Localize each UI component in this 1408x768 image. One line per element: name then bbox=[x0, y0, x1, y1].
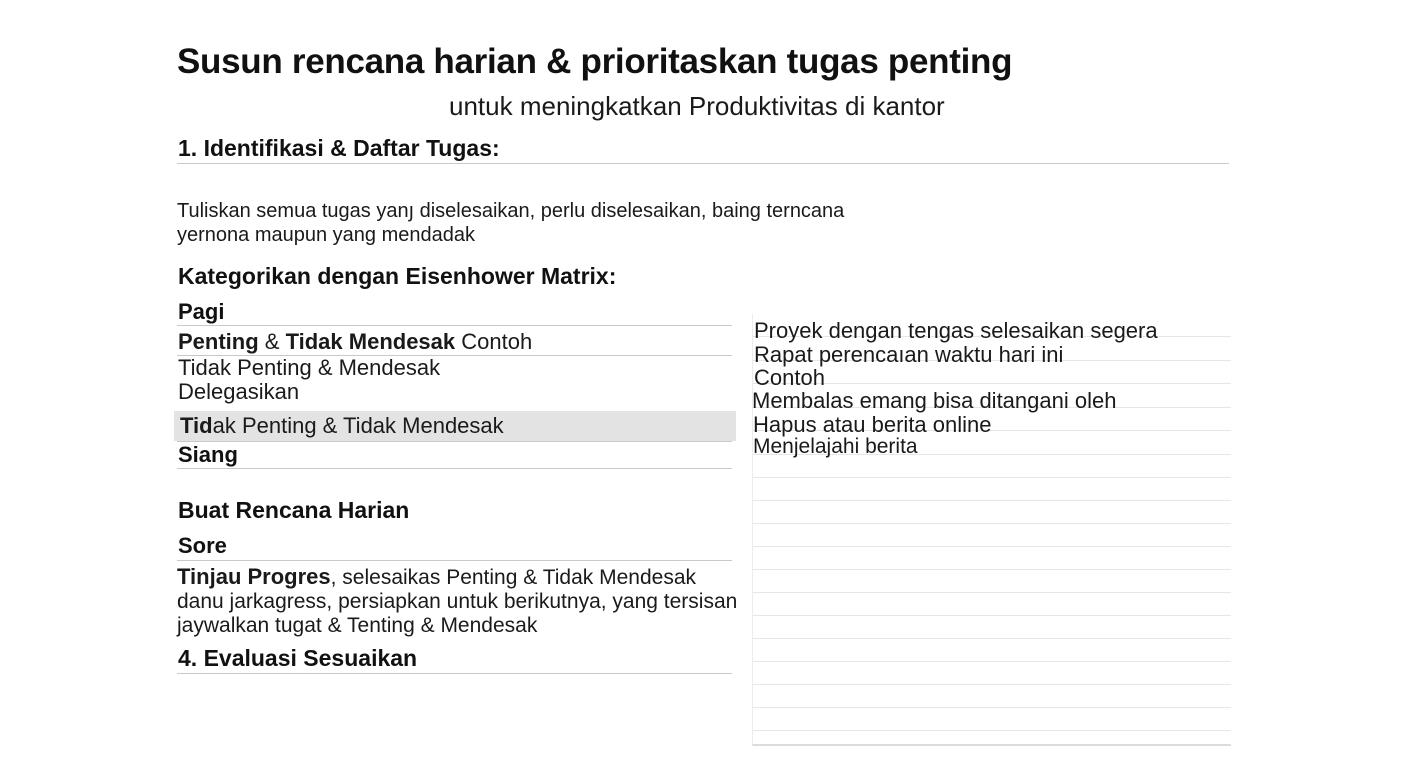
plan-heading: Buat Rencana Harian bbox=[178, 497, 410, 523]
section-4-heading: 4. Evaluasi Sesuaikan bbox=[178, 645, 418, 671]
panel-note-6: Menjelajahi berita bbox=[753, 435, 918, 458]
panel-rule bbox=[753, 730, 1231, 731]
panel-note-3: Contoh bbox=[754, 365, 825, 390]
matrix-row-3-rest: ak Penting & Tidak Mendesak bbox=[212, 413, 504, 438]
plan-line-1-bold: Tinjau Progres bbox=[177, 564, 331, 589]
matrix-row-tidak-penting-tidak-mendesak bbox=[180, 414, 504, 438]
panel-rule bbox=[753, 684, 1231, 685]
section-1-heading: 1. Identifikasi & Daftar Tugas: bbox=[178, 135, 500, 161]
panel-rule bbox=[753, 500, 1231, 501]
panel-rule bbox=[753, 661, 1231, 662]
matrix-divider-3 bbox=[177, 441, 732, 442]
time-label-sore: Sore bbox=[178, 533, 227, 558]
panel-rule bbox=[753, 592, 1231, 593]
plan-line-2: danu jarkagress, persiapkan untuk berikutnya, yang tersisan bbox=[177, 590, 738, 613]
plan-line-1-rest: , selesaikas Penting & Tidak Mendesak bbox=[330, 566, 697, 589]
plan-line-3: jaywalkan tugat & Tenting & Mendesak bbox=[177, 614, 538, 637]
matrix-heading: Kategorikan dengan Eisenhower Matrix: bbox=[178, 263, 617, 289]
matrix-row-1-bold: Penting bbox=[178, 329, 259, 354]
time-label-pagi: Pagi bbox=[178, 299, 225, 324]
panel-note-4: Membalas emang bisa ditangani oleh bbox=[752, 388, 1117, 413]
matrix-row-2-line-1: Tidak Penting & Mendesak bbox=[178, 355, 441, 380]
panel-rule bbox=[753, 707, 1231, 708]
matrix-row-2-line-2: Delegasikan bbox=[178, 379, 300, 404]
matrix-row-1-bold-2: Tidak Mendesak bbox=[285, 329, 456, 354]
matrix-row-1-amp: & bbox=[258, 329, 286, 354]
panel-rule bbox=[753, 546, 1231, 547]
panel-rule bbox=[753, 477, 1231, 478]
panel-note-2: Rapat perencaıan waktu hari ini bbox=[754, 342, 1064, 367]
panel-rule bbox=[753, 638, 1231, 639]
section-1-desc-line-1: Tuliskan semua tugas yanյ diselesaikan, perlu diselesaikan, baing terncana bbox=[177, 200, 845, 222]
panel-note-1: Proyek dengan tengas selesaikan segera bbox=[754, 318, 1158, 343]
page-subtitle: untuk meningkatkan Produktivitas di kantor bbox=[449, 91, 945, 121]
time-label-siang: Siang bbox=[178, 442, 238, 467]
section-4-divider bbox=[177, 673, 732, 674]
matrix-divider-1 bbox=[177, 325, 732, 326]
section-1-divider bbox=[177, 163, 1229, 164]
matrix-row-penting-tidak-mendesak bbox=[178, 330, 532, 354]
panel-rule bbox=[753, 523, 1231, 524]
matrix-divider-4 bbox=[177, 468, 732, 469]
panel-rule bbox=[753, 569, 1231, 570]
section-1-desc-line-2: yernona maupun yang mendadak bbox=[177, 224, 475, 246]
matrix-row-1-rest: Contoh bbox=[455, 329, 533, 354]
panel-note-5: Hapus atau berita online bbox=[753, 412, 992, 437]
plan-line-1 bbox=[177, 565, 696, 590]
panel-rule bbox=[753, 615, 1231, 616]
page-title: Susun rencana harian & prioritaskan tugas penting bbox=[177, 42, 1013, 81]
matrix-row-3-bold: Tid bbox=[180, 413, 213, 438]
plan-divider bbox=[177, 560, 732, 561]
